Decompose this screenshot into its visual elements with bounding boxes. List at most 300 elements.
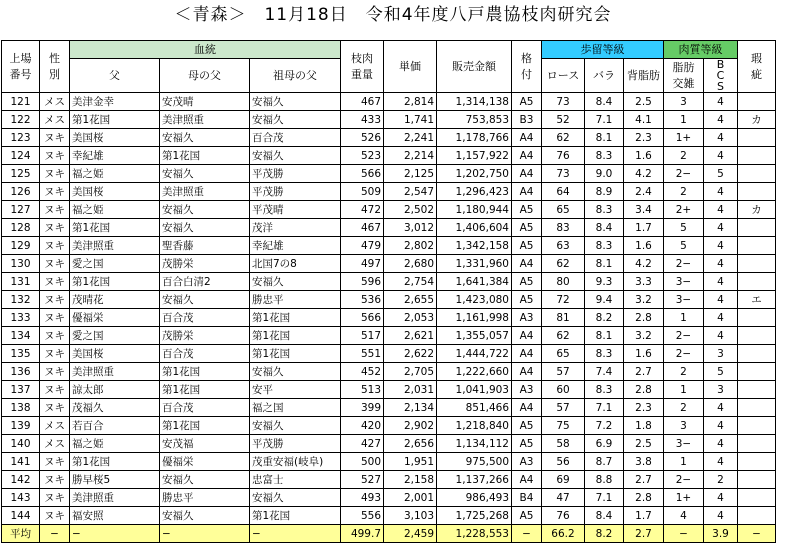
cell-defect [738,255,776,273]
cell-carcass-weight: 527 [341,471,384,489]
cell-sales-amount: 851,466 [437,399,512,417]
cell-grade: A5 [512,273,542,291]
cell-dam-sire: 美津照重 [160,111,250,129]
cell-unit-price: 2,802 [384,237,437,255]
cell-bcs: 4 [704,489,738,507]
cell-dam-sire: 安福久 [160,507,250,525]
cell-defect [738,327,776,345]
cell-sales-amount: 1,314,138 [437,93,512,111]
cell-loin: 60 [542,381,585,399]
cell-granddam-sire: 福之国 [250,399,341,417]
cell-marbling: 3− [664,291,704,309]
cell-marbling: 2− [664,327,704,345]
cell-sales-amount: 1,178,766 [437,129,512,147]
cell-carcass-weight: 493 [341,489,384,507]
table-row [2,435,776,453]
cell-backfat: 2.3 [624,129,664,147]
cell-backfat: 2.3 [624,399,664,417]
table-row [2,489,776,507]
cell-sire: 美津照重 [70,489,160,507]
table-row [2,201,776,219]
cell-sales-amount: 1,444,722 [437,345,512,363]
cell-carcass-weight: 433 [341,111,384,129]
cell-sex: ヌキ [40,291,70,309]
cell-lot-number: 128 [2,219,40,237]
cell-unit-price: 2,001 [384,489,437,507]
cell-granddam-sire: 第1花国 [250,345,341,363]
cell-marbling: 5 [664,219,704,237]
cell-rib: 8.4 [585,507,624,525]
cell-lot-number: 127 [2,201,40,219]
cell-marbling: 3− [664,435,704,453]
cell-loin: 73 [542,93,585,111]
cell-sex: ヌキ [40,309,70,327]
cell-grade: A4 [512,399,542,417]
cell-carcass-weight: 566 [341,165,384,183]
cell-granddam-sire: 平茂晴 [250,201,341,219]
cell-defect [738,417,776,435]
cell-bcs: 4 [704,291,738,309]
cell-carcass-weight: 596 [341,273,384,291]
cell-sales-amount: 1,137,266 [437,471,512,489]
cell-loin: 76 [542,147,585,165]
header-yield-grade: 歩留等級 [542,41,664,59]
cell-bcs: 4 [704,93,738,111]
cell-grade: A3 [512,309,542,327]
cell-rib: 6.9 [585,435,624,453]
cell-bcs: 3.9 [704,525,738,543]
cell-dam-sire: 安福久 [160,291,250,309]
cell-bcs: 4 [704,399,738,417]
cell-carcass-weight: 467 [341,219,384,237]
cell-lot-number: 142 [2,471,40,489]
cell-marbling: 2 [664,363,704,381]
cell-backfat: 4.1 [624,111,664,129]
cell-unit-price: 2,622 [384,345,437,363]
cell-sire: 美津金幸 [70,93,160,111]
cell-sex: メス [40,435,70,453]
cell-unit-price: 2,241 [384,129,437,147]
cell-sire: 第1花国 [70,273,160,291]
cell-sex: ヌキ [40,237,70,255]
cell-bcs: 4 [704,201,738,219]
cell-bcs: 4 [704,327,738,345]
cell-bcs: 4 [704,255,738,273]
cell-dam-sire: 茂勝栄 [160,327,250,345]
cell-sire: 第1花国 [70,219,160,237]
cell-bcs: 4 [704,237,738,255]
cell-sire: 諒太郎 [70,381,160,399]
table-row [2,345,776,363]
cell-lot-number: 125 [2,165,40,183]
cell-granddam-sire: 第1花国 [250,327,341,345]
cell-marbling: 1 [664,453,704,471]
cell-granddam-sire: 安福久 [250,111,341,129]
cell-rib: 8.9 [585,183,624,201]
table-row [2,111,776,129]
cell-grade: A4 [512,165,542,183]
cell-sales-amount: 1,157,922 [437,147,512,165]
cell-dam-sire: 安茂晴 [160,93,250,111]
cell-sales-amount: 753,853 [437,111,512,129]
cell-lot-number: 137 [2,381,40,399]
cell-grade: A3 [512,453,542,471]
header-carcass-weight: 枝肉 重量 [341,41,384,93]
cell-dam-sire: 安茂福 [160,435,250,453]
cell-marbling: 2 [664,399,704,417]
cell-marbling: 4 [664,507,704,525]
cell-loin: 69 [542,471,585,489]
cell-carcass-weight: 536 [341,291,384,309]
cell-unit-price: 2,158 [384,471,437,489]
cell-marbling: 1+ [664,129,704,147]
cell-defect [738,435,776,453]
cell-lot-number: 132 [2,291,40,309]
header-sire: 父 [70,59,160,93]
cell-bcs: 4 [704,129,738,147]
table-row [2,219,776,237]
cell-sire: 優福栄 [70,309,160,327]
cell-loin: 63 [542,237,585,255]
cell-marbling: 3 [664,93,704,111]
header-granddam-sire: 祖母の父 [250,59,341,93]
cell-sire: 美国桜 [70,183,160,201]
cell-backfat: 3.3 [624,273,664,291]
cell-loin: 62 [542,255,585,273]
cell-defect [738,273,776,291]
cell-granddam-sire: 茂重安福(岐阜) [250,453,341,471]
cell-sire: 若百合 [70,417,160,435]
cell-sire: 勝早桜5 [70,471,160,489]
table-row [2,273,776,291]
cell-sex: ヌキ [40,453,70,471]
table-row [2,309,776,327]
cell-marbling: 1 [664,381,704,399]
cell-dam-sire: 百合茂 [160,309,250,327]
cell-lot-number: 139 [2,417,40,435]
cell-dam-sire: 聖香藤 [160,237,250,255]
cell-grade: A3 [512,381,542,399]
cell-granddam-sire: 忠富士 [250,471,341,489]
cell-defect [738,345,776,363]
cell-sex: ヌキ [40,327,70,345]
cell-sire: 美津照重 [70,237,160,255]
cell-rib: 7.2 [585,417,624,435]
cell-sex: ヌキ [40,471,70,489]
cell-carcass-weight: 499.7 [341,525,384,543]
cell-grade: A4 [512,327,542,345]
table-row [2,255,776,273]
cell-unit-price: 2,134 [384,399,437,417]
cell-sales-amount: 1,161,998 [437,309,512,327]
cell-backfat: 1.8 [624,417,664,435]
cell-sex: ヌキ [40,129,70,147]
cell-grade: A5 [512,219,542,237]
header-sales-amount: 販売金額 [437,41,512,93]
cell-carcass-weight: 566 [341,309,384,327]
cell-carcass-weight: 509 [341,183,384,201]
cell-granddam-sire: 安福久 [250,93,341,111]
header-bcs: B C S [704,59,738,93]
header-dam-sire: 母の父 [160,59,250,93]
cell-sales-amount: 1,423,080 [437,291,512,309]
cell-unit-price: 2,214 [384,147,437,165]
cell-carcass-weight: 513 [341,381,384,399]
cell-grade: − [512,525,542,543]
cell-rib: 7.1 [585,111,624,129]
cell-loin: 66.2 [542,525,585,543]
cell-defect [738,399,776,417]
cell-marbling: 1 [664,111,704,129]
cell-backfat: 1.7 [624,507,664,525]
header-backfat: 背脂肪 [624,59,664,93]
cell-rib: 8.3 [585,381,624,399]
cell-loin: 57 [542,363,585,381]
cell-grade: A5 [512,291,542,309]
cell-sales-amount: 1,355,057 [437,327,512,345]
cell-loin: 83 [542,219,585,237]
cell-sex: ヌキ [40,201,70,219]
cell-sex: ヌキ [40,399,70,417]
cell-sex: ヌキ [40,183,70,201]
cell-sire: 幸紀雄 [70,147,160,165]
carcass-results-table [1,40,776,543]
cell-carcass-weight: 523 [341,147,384,165]
cell-defect: カ [738,111,776,129]
cell-rib: 8.3 [585,201,624,219]
cell-sex: ヌキ [40,363,70,381]
cell-sales-amount: 1,218,840 [437,417,512,435]
cell-dam-sire: 美津照重 [160,183,250,201]
cell-backfat: 3.8 [624,453,664,471]
cell-bcs: 4 [704,183,738,201]
cell-loin: 52 [542,111,585,129]
cell-granddam-sire: 安平 [250,381,341,399]
cell-dam-sire: 安福久 [160,219,250,237]
cell-backfat: 2.5 [624,93,664,111]
table-row [2,183,776,201]
cell-rib: 7.4 [585,363,624,381]
cell-unit-price: 2,547 [384,183,437,201]
cell-lot-number: 123 [2,129,40,147]
cell-rib: 8.2 [585,309,624,327]
cell-bcs: 4 [704,219,738,237]
cell-marbling: − [664,525,704,543]
cell-backfat: 2.7 [624,363,664,381]
cell-loin: 73 [542,165,585,183]
cell-unit-price: 2,814 [384,93,437,111]
cell-loin: 62 [542,129,585,147]
header-lineage: 血統 [70,41,341,59]
cell-dam-sire: 第1花国 [160,417,250,435]
cell-rib: 8.7 [585,453,624,471]
cell-lot-number: 136 [2,363,40,381]
cell-sire: 福之姫 [70,435,160,453]
cell-granddam-sire: 安福久 [250,417,341,435]
table-row [2,399,776,417]
cell-backfat: 1.6 [624,345,664,363]
cell-sales-amount: 1,222,660 [437,363,512,381]
cell-sex: − [40,525,70,543]
cell-marbling: 3 [664,417,704,435]
cell-sex: ヌキ [40,381,70,399]
cell-dam-sire: − [160,525,250,543]
cell-backfat: 2.8 [624,309,664,327]
cell-rib: 8.4 [585,219,624,237]
cell-sire: 愛之国 [70,327,160,345]
cell-defect [738,129,776,147]
cell-bcs: 4 [704,435,738,453]
cell-sales-amount: 1,134,112 [437,435,512,453]
cell-granddam-sire: 百合茂 [250,129,341,147]
cell-sales-amount: 1,180,944 [437,201,512,219]
cell-lot-number: 126 [2,183,40,201]
cell-defect [738,381,776,399]
cell-sex: ヌキ [40,219,70,237]
header-loin: ロース [542,59,585,93]
cell-grade: A5 [512,435,542,453]
cell-bcs: 4 [704,417,738,435]
cell-rib: 9.0 [585,165,624,183]
cell-marbling: 2− [664,471,704,489]
cell-unit-price: 3,103 [384,507,437,525]
table-row [2,165,776,183]
cell-sex: ヌキ [40,147,70,165]
table-row [2,291,776,309]
cell-rib: 8.1 [585,327,624,345]
cell-sex: ヌキ [40,507,70,525]
cell-marbling: 2 [664,183,704,201]
cell-defect [738,183,776,201]
cell-sales-amount: 1,041,903 [437,381,512,399]
table-header [2,41,776,93]
table-row [2,453,776,471]
cell-defect [738,93,776,111]
cell-grade: B4 [512,489,542,507]
cell-marbling: 2− [664,345,704,363]
header-sex: 性 別 [40,41,70,93]
cell-grade: A5 [512,507,542,525]
header-lot-number: 上場 番号 [2,41,40,93]
cell-loin: 72 [542,291,585,309]
cell-granddam-sire: 第1花国 [250,309,341,327]
cell-granddam-sire: 第1花国 [250,507,341,525]
cell-defect [738,507,776,525]
cell-carcass-weight: 551 [341,345,384,363]
cell-backfat: 4.2 [624,165,664,183]
cell-lot-number: 133 [2,309,40,327]
cell-sire: 茂福久 [70,399,160,417]
cell-defect [738,309,776,327]
cell-marbling: 2− [664,255,704,273]
table-row [2,93,776,111]
cell-loin: 65 [542,345,585,363]
cell-backfat: 3.2 [624,327,664,345]
cell-backfat: 1.6 [624,147,664,165]
average-row [2,525,776,543]
cell-loin: 64 [542,183,585,201]
cell-granddam-sire: 勝忠平 [250,291,341,309]
cell-dam-sire: 安福久 [160,471,250,489]
cell-granddam-sire: 北国7の8 [250,255,341,273]
cell-unit-price: 2,125 [384,165,437,183]
cell-sales-amount: 1,296,423 [437,183,512,201]
cell-carcass-weight: 517 [341,327,384,345]
cell-defect [738,489,776,507]
cell-sire: 第1花国 [70,111,160,129]
table-row [2,237,776,255]
cell-bcs: 2 [704,471,738,489]
cell-marbling: 1+ [664,489,704,507]
cell-dam-sire: 第1花国 [160,363,250,381]
cell-unit-price: 2,680 [384,255,437,273]
cell-unit-price: 3,012 [384,219,437,237]
cell-lot-number: 143 [2,489,40,507]
cell-grade: A4 [512,345,542,363]
cell-lot-number: 134 [2,327,40,345]
cell-unit-price: 2,902 [384,417,437,435]
cell-loin: 47 [542,489,585,507]
cell-sex: メス [40,93,70,111]
cell-sire: 美津照重 [70,363,160,381]
cell-grade: A4 [512,363,542,381]
cell-rib: 8.2 [585,525,624,543]
cell-lot-number: 131 [2,273,40,291]
cell-sire: 第1花国 [70,453,160,471]
cell-rib: 9.3 [585,273,624,291]
cell-lot-number: 135 [2,345,40,363]
cell-unit-price: 2,053 [384,309,437,327]
cell-dam-sire: 安福久 [160,129,250,147]
cell-sales-amount: 986,493 [437,489,512,507]
cell-lot-number: 140 [2,435,40,453]
cell-rib: 8.3 [585,237,624,255]
cell-sire: 愛之国 [70,255,160,273]
cell-sire: 福之姫 [70,165,160,183]
cell-rib: 7.1 [585,399,624,417]
page-title: ＜青森＞ 11月18日 令和4年度八戸農協枝肉研究会 [174,5,612,25]
cell-grade: A4 [512,129,542,147]
cell-backfat: 2.7 [624,471,664,489]
cell-unit-price: 2,621 [384,327,437,345]
cell-lot-number: 122 [2,111,40,129]
header-quality-grade: 肉質等級 [664,41,738,59]
cell-lot-number: 144 [2,507,40,525]
cell-sex: ヌキ [40,165,70,183]
cell-sex: ヌキ [40,489,70,507]
cell-grade: A4 [512,255,542,273]
cell-granddam-sire: 幸紀雄 [250,237,341,255]
cell-grade: A4 [512,147,542,165]
cell-lot-number: 平均 [2,525,40,543]
cell-dam-sire: 百合茂 [160,399,250,417]
cell-backfat: 3.2 [624,291,664,309]
cell-sire: 茂晴花 [70,291,160,309]
cell-carcass-weight: 452 [341,363,384,381]
cell-backfat: 2.8 [624,381,664,399]
cell-sire: 福之姫 [70,201,160,219]
cell-granddam-sire: 安福久 [250,273,341,291]
cell-carcass-weight: 427 [341,435,384,453]
header-rib: バラ [585,59,624,93]
cell-unit-price: 2,655 [384,291,437,309]
cell-backfat: 2.4 [624,183,664,201]
cell-unit-price: 2,754 [384,273,437,291]
cell-rib: 8.8 [585,471,624,489]
cell-defect [738,453,776,471]
cell-backfat: 2.8 [624,489,664,507]
cell-sales-amount: 975,500 [437,453,512,471]
